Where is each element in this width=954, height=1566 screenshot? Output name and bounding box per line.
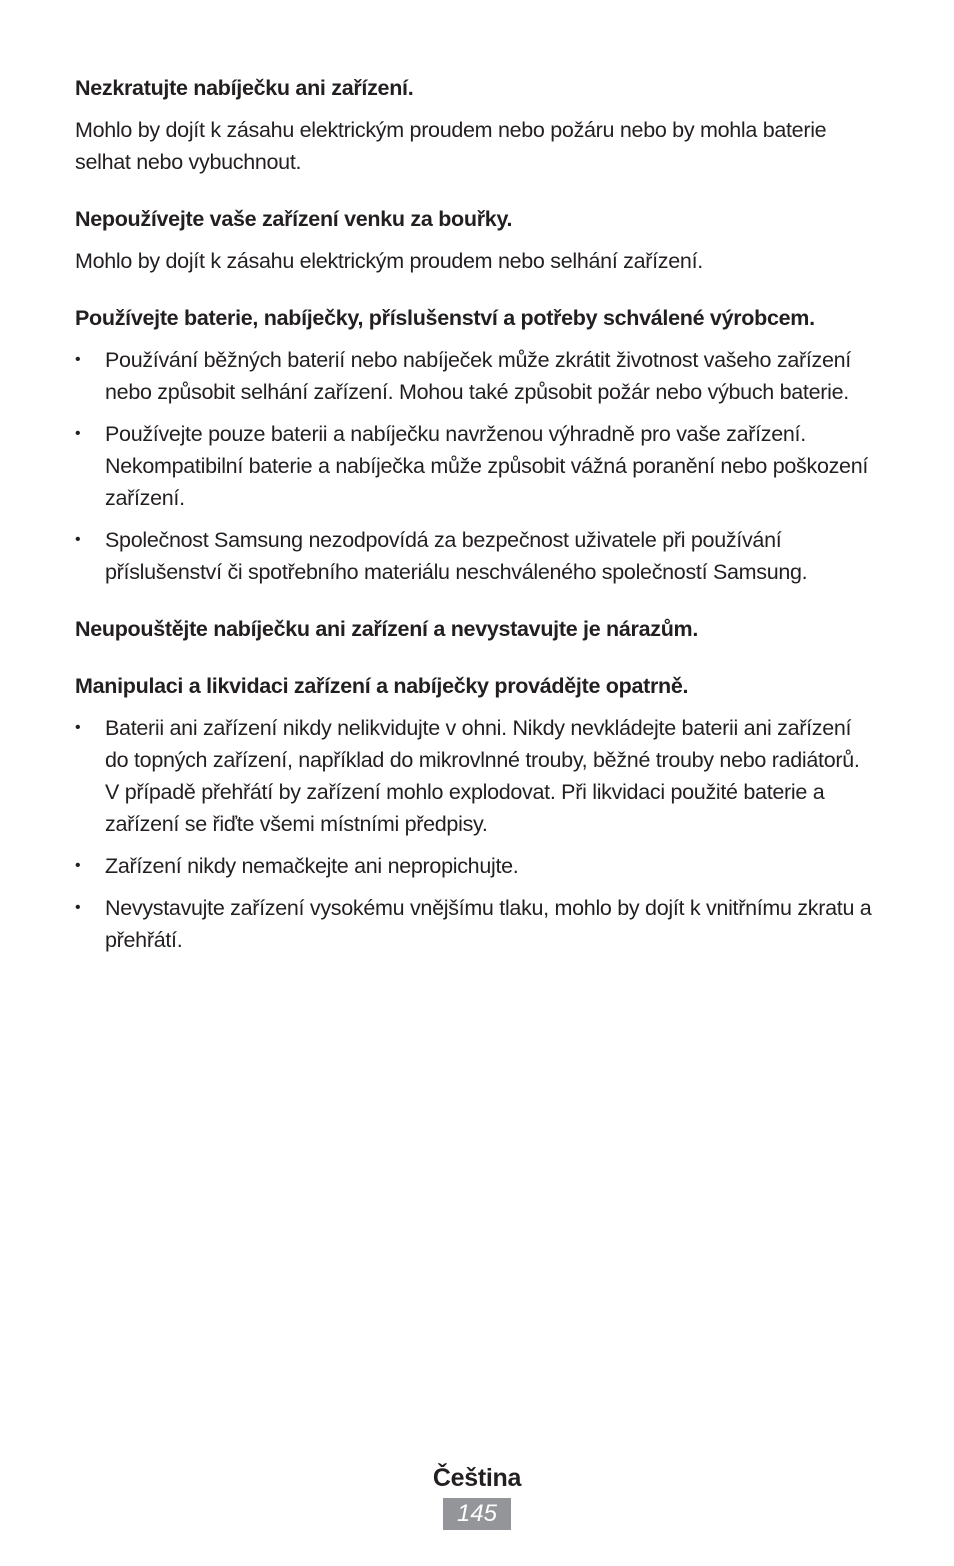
bullet-list <box>75 344 875 588</box>
list-item <box>75 712 875 840</box>
list-item-text: Baterii ani zařízení nikdy nelikvidujte v ohni. Nikdy nevkládejte baterii ani zařízení do topných zařízení, například do mikrovlnné trouby, běžné trouby nebo radiátorů. V případě přehřátí by zařízení mohlo explodovat. Při likvidaci použité baterie a zařízení se řiďte všemi místními předpisy. <box>105 716 860 836</box>
section-text: Mohlo by dojít k zásahu elektrickým proudem nebo požáru nebo by mohla baterie selhat nebo vybuchnout. <box>75 118 827 174</box>
section-disposal <box>75 670 875 956</box>
section-title: Nepoužívejte vaše zařízení venku za bouřky. <box>75 207 513 231</box>
section-drop-impact <box>75 613 875 645</box>
page-number: 145 <box>443 1498 511 1530</box>
list-item-text: Používání běžných baterií nebo nabíječek může zkrátit životnost vašeho zařízení nebo způsobit selhání zařízení. Mohou také způsobit požár nebo výbuch baterie. <box>105 348 851 404</box>
section-title: Nezkratujte nabíječku ani zařízení. <box>75 76 414 100</box>
bullet-icon: • <box>75 719 81 736</box>
list-item <box>75 344 875 408</box>
section-thunderstorm <box>75 203 875 277</box>
section-title: Neupouštějte nabíječku ani zařízení a nevystavujte je nárazům. <box>75 617 699 641</box>
section-title: Manipulaci a likvidaci zařízení a nabíječky provádějte opatrně. <box>75 674 689 698</box>
list-item <box>75 418 875 514</box>
bullet-icon: • <box>75 899 81 916</box>
language-label: Čeština <box>432 1464 522 1492</box>
list-item-text: Společnost Samsung nezodpovídá za bezpečnost uživatele při používání příslušenství či spotřebního materiálu neschváleného společností Samsung. <box>105 528 808 584</box>
list-item <box>75 524 875 588</box>
section-text: Mohlo by dojít k zásahu elektrickým proudem nebo selhání zařízení. <box>75 249 703 273</box>
page-footer <box>0 1460 954 1530</box>
list-item-text: Nevystavujte zařízení vysokému vnějšímu tlaku, mohlo by dojít k vnitřnímu zkratu a přehřátí. <box>105 896 872 952</box>
bullet-icon: • <box>75 857 81 874</box>
list-item-text: Používejte pouze baterii a nabíječku navrženou výhradně pro vaše zařízení. Nekompatibilní baterie a nabíječka může způsobit vážná poranění nebo poškození zařízení. <box>105 422 869 510</box>
list-item <box>75 850 875 882</box>
page-content <box>75 72 875 981</box>
section-approved-accessories <box>75 302 875 588</box>
section-title: Používejte baterie, nabíječky, příslušenství a potřeby schválené výrobcem. <box>75 306 815 330</box>
section-short-circuit <box>75 72 875 178</box>
list-item-text: Zařízení nikdy nemačkejte ani nepropichujte. <box>105 854 519 878</box>
bullet-icon: • <box>75 531 81 548</box>
bullet-list <box>75 712 875 956</box>
list-item <box>75 892 875 956</box>
bullet-icon: • <box>75 425 81 442</box>
bullet-icon: • <box>75 351 81 368</box>
